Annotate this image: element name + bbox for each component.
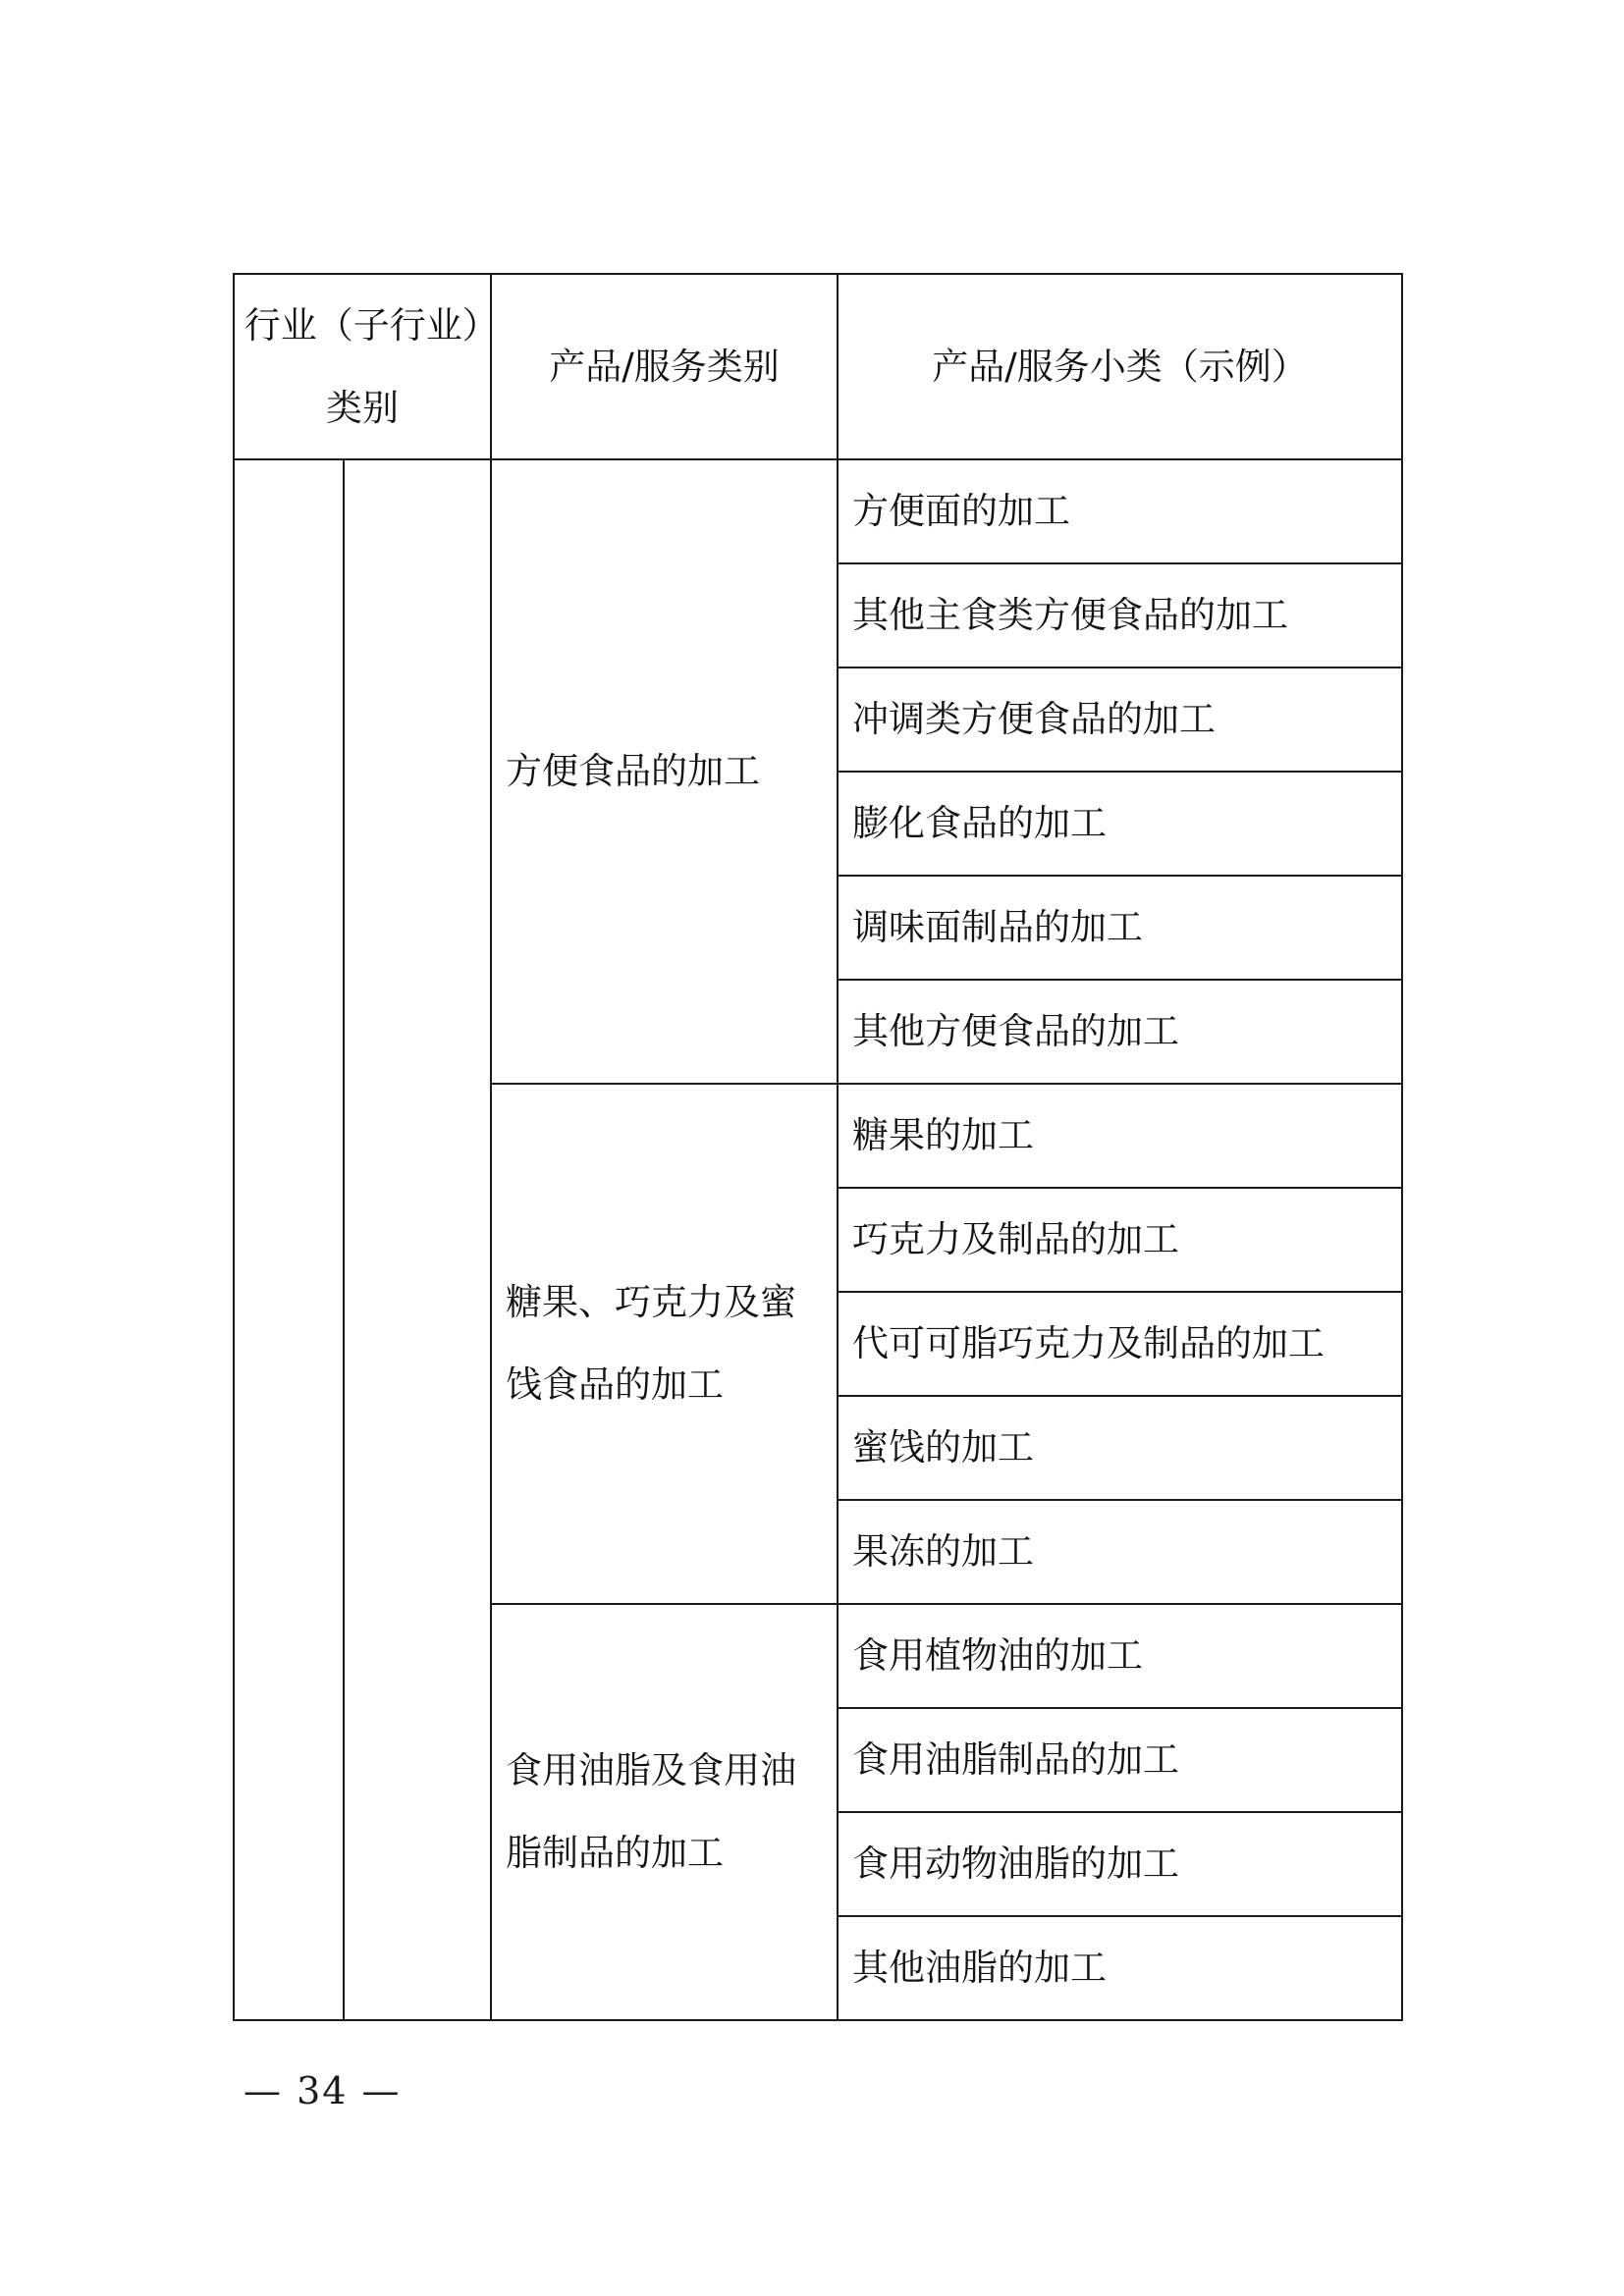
subcategory-cell: 方便面的加工	[838, 459, 1402, 563]
classification-table	[233, 273, 1403, 2021]
subcategory-cell: 其他方便食品的加工	[838, 980, 1402, 1084]
table-header-row	[234, 274, 1402, 459]
subcategory-cell: 食用油脂制品的加工	[838, 1708, 1402, 1812]
subcategory-cell: 冲调类方便食品的加工	[838, 667, 1402, 772]
subcategory-cell: 其他主食类方便食品的加工	[838, 563, 1402, 667]
table-row	[234, 459, 1402, 563]
subcategory-cell: 果冻的加工	[838, 1500, 1402, 1604]
subcategory-cell: 糖果的加工	[838, 1084, 1402, 1188]
category-cell: 方便食品的加工	[491, 459, 838, 1084]
subcategory-cell: 膨化食品的加工	[838, 772, 1402, 876]
header-product-subcategory: 产品/服务小类（示例）	[838, 274, 1402, 459]
subcategory-cell: 食用植物油的加工	[838, 1604, 1402, 1708]
subcategory-cell: 食用动物油脂的加工	[838, 1812, 1402, 1916]
subcategory-cell: 巧克力及制品的加工	[838, 1188, 1402, 1292]
header-product-category: 产品/服务类别	[491, 274, 838, 459]
subcategory-cell: 代可可脂巧克力及制品的加工	[838, 1292, 1402, 1396]
subcategory-cell: 其他油脂的加工	[838, 1916, 1402, 2020]
category-cell: 食用油脂及食用油脂制品的加工	[491, 1604, 838, 2020]
sub-industry-cell	[344, 459, 491, 2020]
category-cell: 糖果、巧克力及蜜饯食品的加工	[491, 1084, 838, 1604]
subcategory-cell: 调味面制品的加工	[838, 876, 1402, 980]
page-number: — 34 —	[244, 2069, 402, 2112]
subcategory-cell: 蜜饯的加工	[838, 1396, 1402, 1500]
industry-cell	[234, 459, 344, 2020]
header-industry-category: 行业（子行业）类别	[234, 274, 491, 459]
